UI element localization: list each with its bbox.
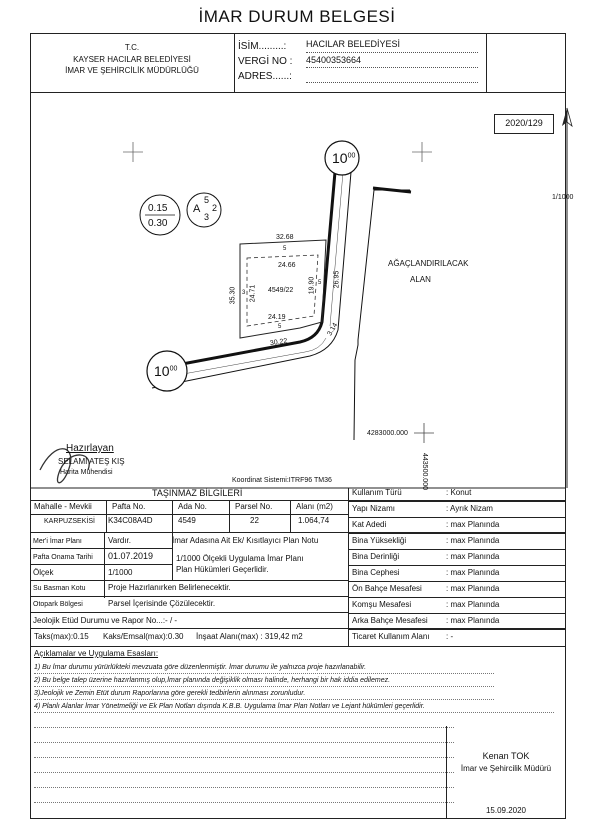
org-line-2: KAYSER HACILAR BELEDİYESİ: [73, 55, 191, 64]
coord-y: 4283000.000: [367, 430, 408, 437]
right-row-divider: [348, 581, 566, 582]
plan-note-2: Plan Hükümleri Geçerlidir.: [176, 565, 269, 574]
cell-ada: 4549: [178, 516, 196, 525]
org-line-3: İMAR VE ŞEHİRCİLİK MÜDÜRLÜĞÜ: [65, 66, 199, 75]
right-row-label: Yapı Nizamı: [352, 504, 395, 513]
right-row-divider: [348, 629, 566, 630]
dim-left-setback: 3: [242, 290, 246, 296]
right-row-label: Bina Derinliği: [352, 552, 400, 561]
olcek-value: 1/1000: [108, 568, 133, 577]
onama-label: Pafta Onama Tarihi: [33, 554, 93, 561]
right-row-value: : -: [446, 632, 454, 641]
emsal-bottom: 0.30: [148, 218, 168, 229]
road-width-left: $10^{00}$: [154, 363, 178, 379]
dim-right: 26.95: [333, 270, 341, 289]
right-row-label: Kat Adedi: [352, 520, 387, 529]
dim-inner-left: 24.71: [249, 284, 257, 303]
right-row-divider: [348, 613, 566, 614]
area-label-2: ALAN: [410, 275, 431, 284]
cell-pafta: K34C08A4D: [108, 516, 153, 525]
right-row-divider: [348, 533, 566, 534]
right-row-divider: [348, 549, 566, 550]
otopark-value: Parsel İçerisinde Çözülecektir.: [108, 599, 216, 608]
dim-top: 32.68: [276, 234, 294, 241]
dim-bottom-setback: 5: [278, 324, 282, 330]
dim-inner-right: 19.90: [308, 276, 316, 295]
adres-label: ADRES......:: [238, 71, 292, 82]
parcel-id: 4549/22: [268, 287, 294, 294]
dim-inner-bottom: 24.19: [268, 314, 286, 321]
onama-value: 01.07.2019: [108, 551, 154, 561]
plan-scale: 1/1000: [552, 194, 574, 201]
vergi-label: VERGİ NO :: [238, 56, 293, 67]
meri-label: Mer'i İmar Planı: [33, 538, 82, 545]
right-row-value: : max Planında: [446, 568, 500, 577]
right-row-value: : Ayrık Nizam: [446, 504, 493, 513]
grid-cross-icon: [123, 142, 432, 162]
plan-note-1: 1/1000 Ölçekli Uygulama İmar Planı: [176, 554, 304, 563]
right-row-value: : Konut: [446, 488, 472, 497]
nizam-right: 2: [212, 203, 218, 213]
prepared-title: Harita Mühendisi: [60, 469, 113, 476]
prepared-label: Hazırlayan: [66, 443, 114, 454]
right-row-label: Ticaret Kullanım Alanı: [352, 632, 430, 641]
right-row-value: : max Planında: [446, 552, 500, 561]
note-item-2: 2) Bu belge talep üzerine hazırlanmış olup,İmar planında değişiklik olması halinde, herhangi bir hak iddia edilemez.: [34, 677, 391, 684]
right-row-divider: [348, 597, 566, 598]
dim-corner: 3.14: [326, 321, 340, 338]
nizam-bottom: 3: [204, 212, 210, 222]
cell-parsel: 22: [250, 516, 259, 525]
ek-label: İmar Adasına Ait Ek/ Kısıtlayıcı Plan Notu: [172, 536, 319, 545]
col-header-alan: Alanı (m2): [296, 502, 333, 511]
signature-date: 15.09.2020: [485, 806, 527, 815]
vergi-value: 45400353664: [306, 55, 362, 65]
signer-title: İmar ve Şehircilik Müdürü: [460, 764, 552, 773]
isim-value: HACILAR BELEDİYESİ: [306, 39, 401, 49]
su-label: Su Basman Kotu: [33, 585, 86, 592]
right-row-label: Kullanım Türü: [352, 488, 402, 497]
right-row-value: : max Planında: [446, 616, 500, 625]
col-header-ada: Ada No.: [178, 502, 207, 511]
right-row-value: : max Planında: [446, 600, 500, 609]
prepared-name: SELAMİ ATEŞ KIŞ: [58, 457, 125, 466]
cell-mahalle: KARPUZSEKİSİ: [44, 518, 95, 525]
note-item-1: 1) Bu İmar durumu yürürlükteki mevzuata göre düzenlenmiştir. İmar durumu ile yalnızca proje hazırlanabilir.: [34, 664, 367, 671]
right-row-value: : max Planında: [446, 536, 500, 545]
dim-left: 35.30: [229, 286, 237, 305]
north-arrow-icon: [562, 108, 572, 488]
right-row-divider: [348, 565, 566, 566]
emsal-top: 0.15: [148, 203, 168, 214]
coord-x: 443500.000: [420, 453, 428, 490]
nizam-top: 5: [204, 195, 210, 205]
area-label-1: AĞAÇLANDIRILACAK: [388, 259, 469, 268]
dim-bottom: 30.22: [269, 337, 288, 348]
notes-title: Açıklamalar ve Uygulama Esasları:: [34, 649, 159, 658]
signer-name: Kenan TOK: [482, 751, 530, 761]
cell-alan: 1.064,74: [298, 516, 330, 525]
right-row-value: : max Planında: [446, 584, 500, 593]
insaat-value: İnşaat Alanı(max) : 319,42 m2: [196, 632, 303, 641]
isim-label: İSİM.........:: [238, 41, 287, 52]
dim-right-setback: 5: [318, 280, 322, 286]
kaks-value: Kaks/Emsal(max):0.30: [103, 632, 184, 641]
right-row-divider: [348, 517, 566, 518]
nizam-letter: A: [193, 203, 201, 215]
right-row-label: Bina Yüksekliği: [352, 536, 407, 545]
info-section-title: TAŞINMAZ BİLGİLERİ: [152, 488, 243, 498]
right-row-label: Ön Bahçe Mesafesi: [352, 584, 422, 593]
coord-system: Koordinat Sistemi:ITRF96 TM36: [232, 477, 332, 484]
dim-top-setback: 5: [283, 246, 287, 252]
meri-value: Vardır.: [108, 536, 131, 545]
col-header-pafta: Pafta No.: [112, 502, 146, 511]
note-item-4: 4) Planlı Alanlar İmar Yönetmeliği ve Ek Plan Notları dışında K.B.B. Uygulama İmar Plan Notları ve Lejant hükümleri geçerlidir.: [34, 703, 425, 710]
su-value: Proje Hazırlanırken Belirlenecektir.: [108, 583, 231, 592]
right-row-label: Arka Bahçe Mesafesi: [352, 616, 428, 625]
plan-ref: 2020/129: [505, 118, 543, 128]
org-line-1: T.C.: [124, 43, 140, 52]
taks-value: Taks(max):0.15: [34, 632, 89, 641]
right-row-label: Bina Cephesi: [352, 568, 400, 577]
jeoloji-label: Jeolojik Etüd Durumu ve Rapor No...:- / -: [33, 616, 178, 625]
right-row-divider: [348, 501, 566, 502]
right-row-value: : max Planında: [446, 520, 500, 529]
olcek-label: Ölçek: [33, 568, 54, 577]
right-row-label: Komşu Mesafesi: [352, 600, 412, 609]
col-header-mahalle: Mahalle - Mevkii: [34, 502, 92, 511]
dim-inner-top: 24.66: [278, 262, 296, 269]
document-title: İMAR DURUM BELGESİ: [198, 7, 396, 26]
col-header-parsel: Parsel No.: [235, 502, 273, 511]
otopark-label: Otopark Bölgesi: [33, 601, 83, 608]
note-item-3: 3)Jeolojik ve Zemin Etüt durum Raporlarına göre gerekli tedbirlerin alınması zorunludur.: [34, 690, 306, 697]
road-width-top: $10^{00}$: [332, 150, 356, 166]
